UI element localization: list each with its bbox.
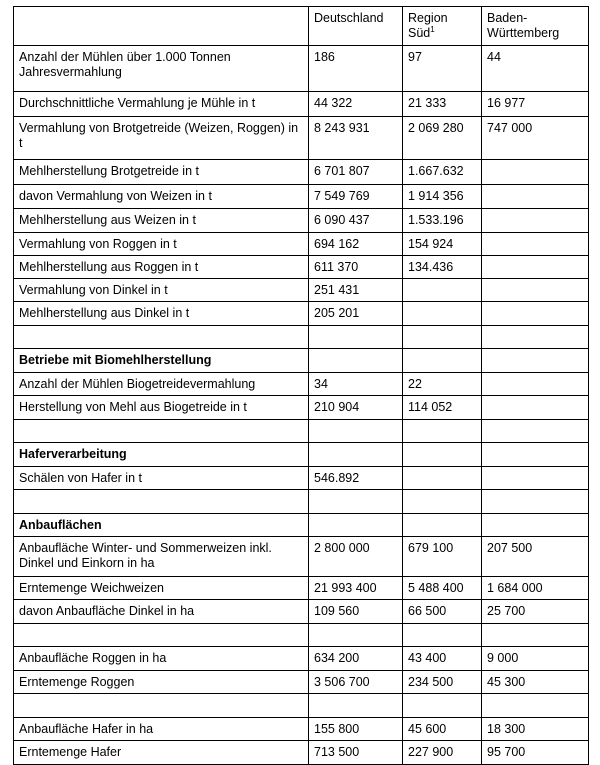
cell-deutschland: 210 904 — [309, 396, 403, 420]
cell-deutschland: 3 506 700 — [309, 671, 403, 694]
row-label — [14, 624, 309, 647]
table-row — [14, 647, 589, 671]
cell-deutschland — [309, 624, 403, 647]
row-label — [14, 490, 309, 514]
cell-deutschland: 205 201 — [309, 302, 403, 326]
cell-baden-wuerttemberg — [482, 373, 589, 396]
cell-region-sued: 45 600 — [403, 718, 482, 741]
cell-baden-wuerttemberg — [482, 443, 589, 467]
cell-baden-wuerttemberg: 44 — [482, 46, 589, 92]
cell-region-sued: 43 400 — [403, 647, 482, 671]
spacer-row — [14, 420, 589, 443]
row-label: davon Anbaufläche Dinkel in ha — [14, 600, 309, 624]
cell-deutschland: 44 322 — [309, 92, 403, 117]
cell-baden-wuerttemberg: 25 700 — [482, 600, 589, 624]
row-label: Mehlherstellung Brotgetreide in t — [14, 160, 309, 185]
table-row — [14, 279, 589, 302]
row-label — [14, 326, 309, 349]
row-label: Durchschnittliche Vermahlung je Mühle in t — [14, 92, 309, 117]
cell-region-sued: 66 500 — [403, 600, 482, 624]
cell-baden-wuerttemberg — [482, 160, 589, 185]
spacer-row — [14, 326, 589, 349]
cell-region-sued: 234 500 — [403, 671, 482, 694]
row-label: Mehlherstellung aus Dinkel in t — [14, 302, 309, 326]
section-header-row — [14, 514, 589, 537]
cell-baden-wuerttemberg: 16 977 — [482, 92, 589, 117]
cell-deutschland: 634 200 — [309, 647, 403, 671]
header-region-sued — [403, 7, 482, 46]
cell-region-sued — [403, 279, 482, 302]
cell-region-sued: 1.667.632 — [403, 160, 482, 185]
header-baden-wuerttemberg: Baden-Württemberg — [482, 7, 589, 46]
cell-region-sued — [403, 490, 482, 514]
cell-baden-wuerttemberg: 207 500 — [482, 537, 589, 577]
cell-deutschland: 713 500 — [309, 741, 403, 765]
cell-deutschland — [309, 349, 403, 373]
cell-deutschland: 109 560 — [309, 600, 403, 624]
row-label: Anzahl der Mühlen über 1.000 Tonnen Jahresvermahlung — [14, 46, 309, 92]
cell-region-sued: 134.436 — [403, 256, 482, 279]
row-label: Anbauflächen — [14, 514, 309, 537]
row-label: Anbaufläche Winter- und Sommerweizen inkl. Dinkel und Einkorn in ha — [14, 537, 309, 577]
cell-baden-wuerttemberg — [482, 396, 589, 420]
section-header-row — [14, 349, 589, 373]
cell-region-sued: 5 488 400 — [403, 577, 482, 600]
cell-region-sued: 1 914 356 — [403, 185, 482, 209]
table-row — [14, 185, 589, 209]
cell-region-sued — [403, 420, 482, 443]
cell-region-sued — [403, 694, 482, 718]
spacer-row — [14, 490, 589, 514]
cell-baden-wuerttemberg: 9 000 — [482, 647, 589, 671]
cell-baden-wuerttemberg — [482, 624, 589, 647]
row-label: Erntemenge Weichweizen — [14, 577, 309, 600]
row-label — [14, 420, 309, 443]
cell-deutschland — [309, 490, 403, 514]
cell-baden-wuerttemberg — [482, 420, 589, 443]
table-row — [14, 741, 589, 765]
cell-baden-wuerttemberg: 95 700 — [482, 741, 589, 765]
cell-deutschland: 251 431 — [309, 279, 403, 302]
cell-deutschland: 2 800 000 — [309, 537, 403, 577]
cell-deutschland — [309, 514, 403, 537]
table-row — [14, 233, 589, 256]
cell-deutschland: 155 800 — [309, 718, 403, 741]
table-row — [14, 92, 589, 117]
cell-deutschland — [309, 694, 403, 718]
cell-region-sued: 114 052 — [403, 396, 482, 420]
header-deutschland: Deutschland — [309, 7, 403, 46]
row-label: Vermahlung von Roggen in t — [14, 233, 309, 256]
cell-deutschland — [309, 420, 403, 443]
cell-region-sued — [403, 443, 482, 467]
cell-region-sued — [403, 326, 482, 349]
cell-deutschland — [309, 443, 403, 467]
cell-baden-wuerttemberg — [482, 490, 589, 514]
header-region-sued-label: Region Süd — [408, 11, 448, 40]
cell-region-sued: 1.533.196 — [403, 209, 482, 233]
row-label: Anzahl der Mühlen Biogetreidevermahlung — [14, 373, 309, 396]
cell-region-sued: 22 — [403, 373, 482, 396]
footnote-marker: 1 — [430, 24, 435, 34]
cell-deutschland: 8 243 931 — [309, 117, 403, 160]
cell-region-sued — [403, 349, 482, 373]
cell-region-sued — [403, 514, 482, 537]
cell-region-sued — [403, 467, 482, 490]
cell-deutschland: 21 993 400 — [309, 577, 403, 600]
cell-region-sued: 21 333 — [403, 92, 482, 117]
row-label: Betriebe mit Biomehlherstellung — [14, 349, 309, 373]
table-row — [14, 467, 589, 490]
cell-deutschland: 186 — [309, 46, 403, 92]
table-row — [14, 302, 589, 326]
cell-region-sued — [403, 624, 482, 647]
table-row — [14, 46, 589, 92]
cell-baden-wuerttemberg: 45 300 — [482, 671, 589, 694]
cell-deutschland: 34 — [309, 373, 403, 396]
cell-baden-wuerttemberg — [482, 279, 589, 302]
cell-baden-wuerttemberg — [482, 349, 589, 373]
table-row — [14, 256, 589, 279]
cell-region-sued: 154 924 — [403, 233, 482, 256]
cell-baden-wuerttemberg — [482, 467, 589, 490]
table-row — [14, 117, 589, 160]
table-row — [14, 537, 589, 577]
row-label: Herstellung von Mehl aus Biogetreide in t — [14, 396, 309, 420]
table-row — [14, 160, 589, 185]
row-label: davon Vermahlung von Weizen in t — [14, 185, 309, 209]
header-row — [14, 7, 589, 46]
spacer-row — [14, 624, 589, 647]
cell-region-sued — [403, 302, 482, 326]
cell-deutschland: 694 162 — [309, 233, 403, 256]
row-label: Mehlherstellung aus Weizen in t — [14, 209, 309, 233]
row-label: Anbaufläche Hafer in ha — [14, 718, 309, 741]
cell-baden-wuerttemberg — [482, 185, 589, 209]
cell-deutschland: 6 090 437 — [309, 209, 403, 233]
row-label: Mehlherstellung aus Roggen in t — [14, 256, 309, 279]
cell-deutschland: 611 370 — [309, 256, 403, 279]
cell-baden-wuerttemberg: 747 000 — [482, 117, 589, 160]
row-label: Haferverarbeitung — [14, 443, 309, 467]
row-label: Vermahlung von Brotgetreide (Weizen, Roggen) in t — [14, 117, 309, 160]
table-row — [14, 600, 589, 624]
row-label: Schälen von Hafer in t — [14, 467, 309, 490]
header-empty-cell — [14, 7, 309, 46]
statistics-table — [13, 6, 589, 765]
row-label: Vermahlung von Dinkel in t — [14, 279, 309, 302]
spacer-row — [14, 694, 589, 718]
row-label: Erntemenge Roggen — [14, 671, 309, 694]
cell-region-sued: 227 900 — [403, 741, 482, 765]
table-row — [14, 396, 589, 420]
cell-baden-wuerttemberg: 18 300 — [482, 718, 589, 741]
cell-baden-wuerttemberg — [482, 233, 589, 256]
cell-baden-wuerttemberg — [482, 514, 589, 537]
table-row — [14, 718, 589, 741]
cell-deutschland: 546.892 — [309, 467, 403, 490]
cell-baden-wuerttemberg — [482, 256, 589, 279]
cell-baden-wuerttemberg — [482, 302, 589, 326]
table-row — [14, 209, 589, 233]
cell-baden-wuerttemberg — [482, 326, 589, 349]
cell-deutschland: 6 701 807 — [309, 160, 403, 185]
cell-baden-wuerttemberg — [482, 694, 589, 718]
section-header-row — [14, 443, 589, 467]
cell-region-sued: 2 069 280 — [403, 117, 482, 160]
table-row — [14, 671, 589, 694]
table-row — [14, 373, 589, 396]
cell-region-sued: 679 100 — [403, 537, 482, 577]
row-label: Erntemenge Hafer — [14, 741, 309, 765]
row-label: Anbaufläche Roggen in ha — [14, 647, 309, 671]
row-label — [14, 694, 309, 718]
cell-deutschland — [309, 326, 403, 349]
table-row — [14, 577, 589, 600]
table-body — [14, 46, 589, 765]
cell-region-sued: 97 — [403, 46, 482, 92]
cell-deutschland: 7 549 769 — [309, 185, 403, 209]
cell-baden-wuerttemberg: 1 684 000 — [482, 577, 589, 600]
cell-baden-wuerttemberg — [482, 209, 589, 233]
